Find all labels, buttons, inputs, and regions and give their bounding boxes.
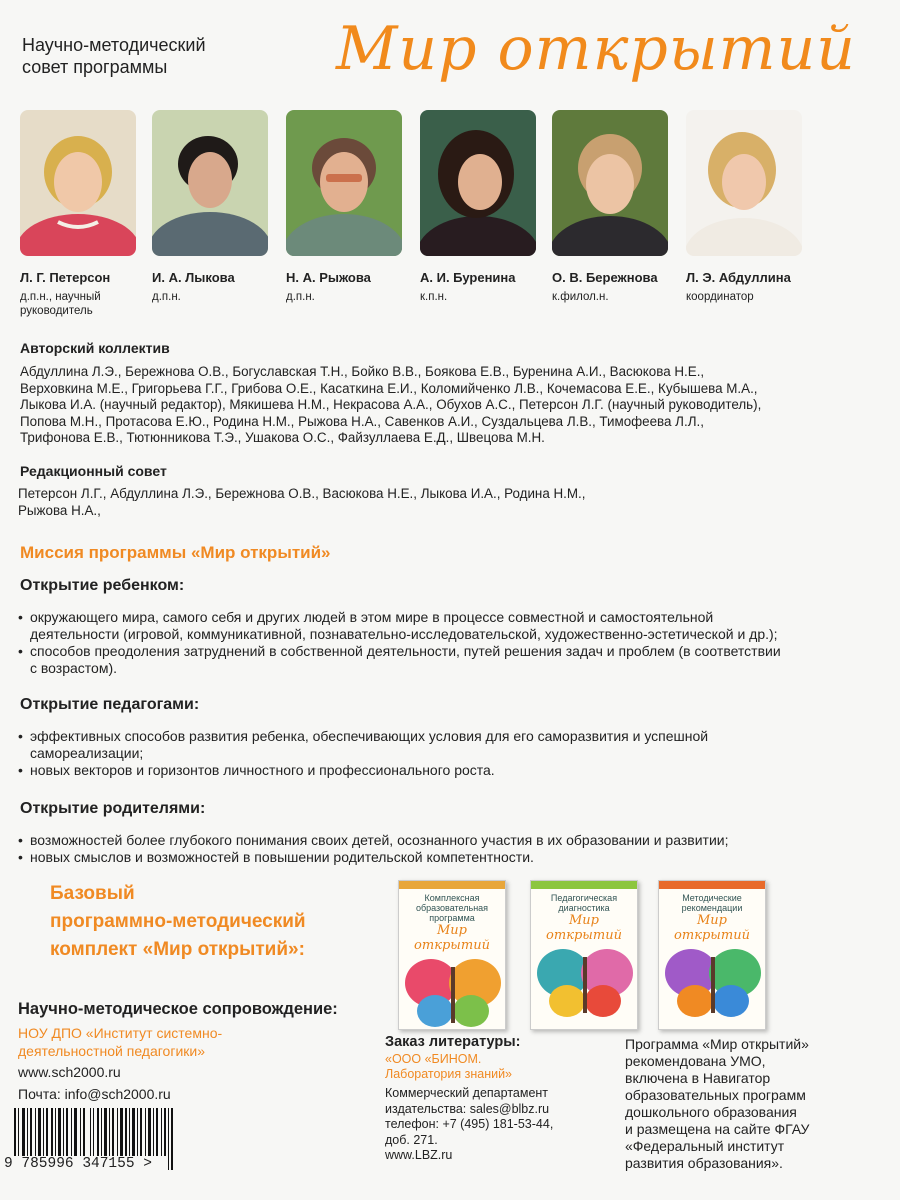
- book-cover-recommendations: Методические рекомендации Мир открытий: [658, 880, 766, 1030]
- authors-line: Трифонова Е.В., Тютюнникова Т.Э., Ушакова О.С., Файзуллаева Е.Д., Швецова М.Н.: [20, 430, 545, 445]
- support-email[interactable]: Почта: info@sch2000.ru: [18, 1086, 171, 1102]
- list-item: • новых смыслов и возможностей в повышении родительской компетентности.: [18, 849, 898, 866]
- portrait-peterson: [20, 110, 136, 256]
- authors-list: [20, 364, 895, 447]
- order-heading: Заказ литературы:: [385, 1034, 521, 1050]
- council-title-0: д.п.н., научный руководитель: [20, 291, 101, 317]
- book-logo: Мир открытий: [546, 913, 622, 943]
- book-cover-program: Комплексная образовательная программа Мир открытий: [398, 880, 506, 1030]
- authors-line: Попова М.Н., Протасова Е.Ю., Родина Н.М., Рыжова Н.А., Савенков А.И., Суздальцева Л.В., Тимофеева Л.Л.,: [20, 413, 704, 429]
- council-name-0: Л. Г. Петерсон: [20, 270, 111, 285]
- council-title-2: д.п.н.: [286, 291, 315, 303]
- editorial-list: [18, 486, 888, 519]
- council-heading-line2: совет программы: [22, 57, 168, 77]
- order-org: «ООО «БИНОМ. Лаборатория знаний»: [385, 1052, 513, 1081]
- book-logo: Мир открытий: [674, 913, 750, 943]
- council-name-3: А. И. Буренина: [420, 270, 516, 285]
- parents-heading: Открытие родителями:: [20, 800, 206, 817]
- council-title-3: к.п.н.: [420, 291, 448, 303]
- child-list: [18, 609, 898, 677]
- teachers-list: [18, 728, 898, 779]
- authors-line: Лыкова И.А. (научный редактор), Мякишева Н.М., Некрасова А.А., Обухов А.С., Петерсон Л.Г. (научный руководитель),: [20, 397, 762, 412]
- teachers-heading: Открытие педагогами:: [20, 696, 200, 713]
- portrait-lykova: [152, 110, 268, 256]
- order-contacts: Коммерческий департамент издательства: sales@blbz.ru телефон: +7 (495) 181-53-44, доб. 271. www.LBZ.ru: [385, 1086, 554, 1162]
- council-title-1: д.п.н.: [152, 291, 181, 303]
- butterfly-icon: [399, 953, 506, 1030]
- order-email[interactable]: издательства: sales@blbz.ru: [385, 1101, 550, 1116]
- list-item: • новых векторов и горизонтов личностного и профессионального роста.: [18, 762, 898, 779]
- council-title-4: к.филол.н.: [552, 291, 609, 303]
- support-heading: Научно-методическое сопровождение:: [18, 1000, 338, 1018]
- authors-line: Абдуллина Л.Э., Бережнова О.В., Богуславская Т.Н., Бойко В.В., Боякова Е.В., Буренина А.И., Васюкова Н.Е.,: [20, 364, 705, 379]
- council-name-4: О. В. Бережнова: [552, 270, 658, 285]
- council-title-5: координатор: [686, 291, 754, 303]
- authors-line: Верховкина М.Е., Григорьева Г.Г., Грибова О.Е., Касаткина Е.И., Коломийченко Л.В., Кочемасова Е.Е., Кубышева М.А.,: [20, 380, 758, 396]
- editorial-heading: Редакционный совет: [20, 463, 167, 479]
- butterfly-icon: [659, 943, 766, 1023]
- editorial-line: Петерсон Л.Г., Абдуллина Л.Э., Бережнова О.В., Васюкова Н.Е., Лыкова И.А., Родина Н.М.,: [18, 486, 586, 501]
- portrait-berezhnova: [552, 110, 668, 256]
- council-heading-line1: Научно-методический: [22, 35, 206, 55]
- list-item: • окружающего мира, самого себя и других людей в этом мире в процессе совместной и самостоятельной деятельности (игровой, коммуникативной, познавательно-исследовательской, художественно-эстетической и др.);: [18, 609, 898, 643]
- barcode-number: 9 785996 347155 >: [4, 1156, 152, 1172]
- portrait-abdullina: [686, 110, 802, 256]
- program-logo: Мир открытий: [336, 14, 856, 84]
- book-logo: Мир открытий: [414, 923, 490, 953]
- council-heading: [22, 34, 206, 78]
- order-phone: телефон: +7 (495) 181-53-44,: [385, 1117, 554, 1131]
- list-item: • эффективных способов развития ребенка, обеспечивающих условия для его саморазвития и успешной самореализации;: [18, 728, 898, 762]
- basic-kit-heading: Базовый программно-методический комплект «Мир открытий»:: [50, 883, 306, 960]
- parents-list: [18, 832, 898, 866]
- editorial-line: Рыжова Н.А.,: [18, 502, 101, 518]
- council-name-5: Л. Э. Абдуллина: [686, 270, 791, 285]
- butterfly-icon: [531, 943, 638, 1023]
- portrait-burenina: [420, 110, 536, 256]
- list-item: • способов преодоления затруднений в собственной деятельности, путей решения задач и проблем (в соответствии с возрастом).: [18, 643, 898, 677]
- recommendation-text: Программа «Мир открытий» рекомендована УМО, включена в Навигатор образовательных программ дошкольного образования и размещена на сайте ФГАУ «Федеральный институт развития образования».: [625, 1036, 810, 1171]
- child-heading: Открытие ребенком:: [20, 577, 185, 594]
- order-site-link[interactable]: www.LBZ.ru: [385, 1148, 453, 1162]
- book-cover-diagnostics: Педагогическая диагностика Мир открытий: [530, 880, 638, 1030]
- support-org: НОУ ДПО «Институт системно- деятельностной педагогики»: [18, 1025, 223, 1059]
- support-site-link[interactable]: www.sch2000.ru: [18, 1064, 121, 1080]
- portrait-ryzhova: [286, 110, 402, 256]
- mission-heading: Миссия программы «Мир открытий»: [20, 543, 331, 562]
- council-name-1: И. А. Лыкова: [152, 270, 235, 285]
- list-item: • возможностей более глубокого понимания своих детей, осознанного участия в их образовании и развитии;: [18, 832, 898, 849]
- authors-heading: Авторский коллектив: [20, 340, 170, 356]
- council-name-2: Н. А. Рыжова: [286, 270, 371, 285]
